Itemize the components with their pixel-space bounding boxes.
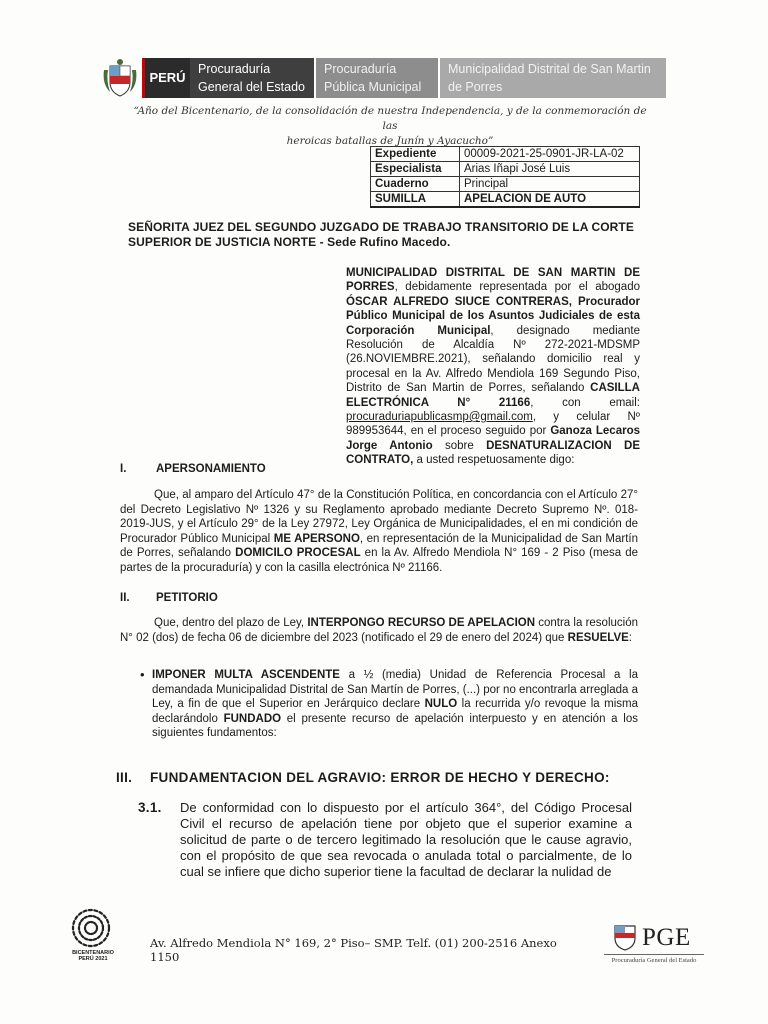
section2-paragraph	[120, 616, 638, 645]
table-value: Arias Iñapi José Luis	[460, 162, 640, 177]
peru-label: PERÚ	[142, 58, 190, 98]
intro-text: a usted respetuosamente digo:	[413, 454, 575, 467]
para-bold: IMPONER MULTA ASCENDENTE	[152, 669, 340, 681]
table-key: Especialista	[371, 162, 460, 177]
section-title: PETITORIO	[156, 592, 218, 604]
para-text: :	[628, 631, 632, 644]
ppm-label-line2: Pública Municipal	[324, 80, 422, 94]
bicentenario-logo-icon	[64, 906, 118, 950]
pge-subtitle: Procuraduría General del Estado	[604, 954, 704, 965]
table-value: 00009-2021-25-0901-JR-LA-02	[460, 147, 640, 162]
motto-line1: “Año del Bicentenario, de la consolidación de nuestra Independencia, y de la conmemoración de las	[133, 105, 647, 132]
pge-logo-text: PGE	[642, 924, 691, 951]
table-row	[371, 192, 640, 208]
para-bold: INTERPONGO RECURSO DE APELACION	[307, 617, 536, 629]
table-row	[371, 162, 640, 177]
pge-label-line1: Procuraduría	[198, 62, 271, 76]
para-bold: RESUELVE	[567, 631, 629, 644]
pge-label-line2: General del Estado	[198, 80, 306, 94]
addressee	[128, 220, 640, 250]
addressee-line1: SEÑORITA JUEZ DEL SEGUNDO JUZGADO DE TRABAJO TRANSITORIO DE LA CORTE	[128, 220, 634, 234]
ppm-label	[316, 58, 438, 98]
intro-text: , y celular Nº 989953644, en el proceso seguido por	[346, 411, 640, 438]
coat-of-arms-icon	[98, 56, 142, 100]
bullet-paragraph	[152, 668, 638, 741]
section-title: APERSONAMIENTO	[156, 463, 266, 475]
municipality-name: MUNICIPALIDAD DISTRITAL DE SAN MARTIN DE PORRES	[346, 267, 640, 294]
section-number: I.	[120, 463, 127, 475]
ppm-label-line1: Procuraduría	[324, 62, 397, 76]
pge-shield-icon	[612, 922, 638, 952]
section-number: II.	[120, 592, 130, 604]
subsection-number: 3.1.	[138, 800, 162, 815]
para-bold: FUNDADO	[223, 712, 282, 725]
intro-text: , debidamente representada por el abogado	[394, 281, 640, 294]
para-bold: DOMICILO PROCESAL	[235, 547, 361, 559]
para-text: la recurrida y/o revoque la misma declarándolo	[152, 698, 638, 725]
table-key: Expediente	[371, 147, 460, 162]
intro-text: , designado mediante Resolución de Alcaldía Nº 272-2021-MDSMP (26.NOVIEMBRE.2021), señalando domicilio real y procesal en la Av. Alfredo Mendiola 169 Segundo Piso, Distrito de San Martin de Porres, señalando	[346, 324, 640, 395]
subsection-paragraph: De conformidad con lo dispuesto por el artículo 364°, del Código Procesal Civil el recurso de apelación tiene por objeto que el superior examine a solicitud de parte o de tercero legitimado la resolución que le cause agravio, con el propósito de que sea revocada o anulada total o parcialmente, de lo cual se infiere que dicho superior tiene la facultad de declarar la nulidad de	[180, 800, 632, 879]
motto-line2: heroicas batallas de Junín y Ayacucho”	[286, 135, 494, 147]
table-row	[371, 147, 640, 162]
year-motto	[130, 104, 650, 149]
bicentenario-line1: BICENTENARIO	[72, 950, 114, 956]
bullet-icon: •	[140, 667, 145, 682]
para-text: el presente recurso de apelación interpuesto y en atención a los siguientes fundamentos:	[152, 712, 638, 739]
municipality-label-line2: de Porres	[448, 80, 503, 94]
para-text: , en representación de la Municipalidad de San Martín de Porres, señalando	[120, 532, 638, 559]
table-key: SUMILLA	[371, 192, 460, 208]
municipality-label-line1: Municipalidad Distrital de San Martin	[448, 62, 651, 76]
table-value: APELACION DE AUTO	[460, 192, 640, 208]
para-bold: NULO	[424, 698, 458, 710]
bicentenario-label	[58, 950, 128, 962]
intro-paragraph	[346, 266, 640, 468]
lawyer-name: ÓSCAR ALFREDO SIUCE CONTRERAS, Procurador Público Municipal de los Asuntos Judiciales de esta Corporación Municipal	[346, 295, 640, 337]
section-title: FUNDAMENTACION DEL AGRAVIO: ERROR DE HECHO Y DERECHO:	[150, 770, 610, 785]
table-row	[371, 177, 640, 192]
para-text: por no encontrarla arreglada a Ley, a fin de que el Superior en Jerárquico declare	[152, 683, 638, 710]
table-key: Cuaderno	[371, 177, 460, 192]
municipality-label	[440, 58, 666, 98]
footer-address: Av. Alfredo Mendiola N° 169, 2° Piso– SMP. Telf. (01) 200-2516 Anexo 1150	[150, 936, 557, 964]
para-bold: ME APERSONO	[273, 532, 360, 545]
case-matter: DESNATURALIZACION DE CONTRATO,	[346, 439, 640, 467]
intro-text: , con email:	[530, 396, 640, 409]
intro-text: sobre	[432, 439, 487, 452]
para-text: Que, al amparo del Artículo 47° de la Constitución Política, en concordancia con el Artículo 27° del Decreto Legislativo Nº 1326 y su Reglamento aprobado mediante Decreto Supremo Nº. 018-2019-JUS, y el Artículo 29° de la Ley 27972, Ley Orgánica de Municipalidades, el en mi condición de Procurador Público Municipal	[120, 489, 638, 545]
section-number: III.	[116, 770, 133, 785]
para-text: en la Av. Alfredo Mendiola N° 169 - 2 Piso (mesa de partes de la procuraduría) y con la casilla electrónica Nº 21166.	[120, 547, 638, 574]
electronic-box: CASILLA ELECTRÓNICA N° 21166	[346, 382, 640, 409]
table-value: Principal	[460, 177, 640, 192]
case-info-table	[370, 146, 640, 208]
addressee-line2: SUPERIOR DE JUSTICIA NORTE - Sede Rufino Macedo.	[128, 235, 451, 249]
section1-paragraph	[120, 488, 638, 575]
email-link[interactable]: procuraduriapublicasmp@gmail.com	[346, 411, 533, 424]
bicentenario-line2: PERÚ 2021	[78, 956, 108, 962]
para-text: Que, dentro del plazo de Ley,	[154, 617, 308, 629]
para-text: a ½ (media) Unidad de Referencia Procesal a la demandada Municipalidad Distrital de San Martín de Porres, (...)	[152, 669, 638, 696]
pge-label	[190, 58, 314, 98]
party-name: Ganoza Lecaros Jorge Antonio	[346, 425, 640, 452]
para-text: contra la resolución N° 02 (dos) de fecha 06 de diciembre del 2023 (notificado el 29 de enero del 2024) que	[120, 617, 638, 644]
